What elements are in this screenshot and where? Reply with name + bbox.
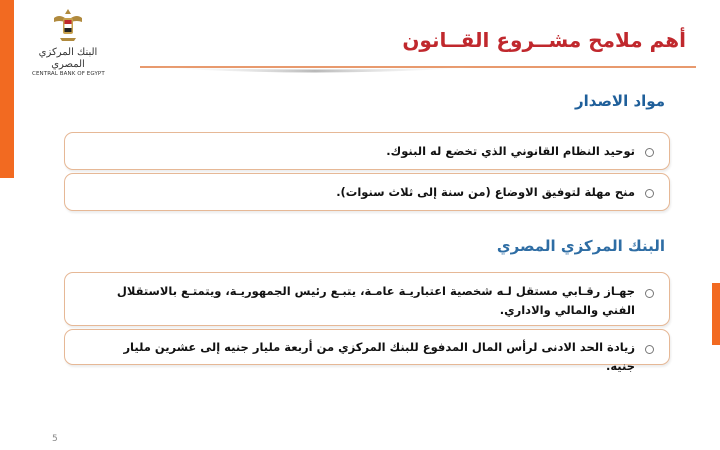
list-item: [64, 272, 670, 326]
bullet-icon: [645, 148, 654, 157]
left-accent-bar: [0, 0, 14, 178]
page-number: 5: [52, 434, 58, 444]
list-item: [64, 173, 670, 211]
central-bank-logo: [32, 6, 104, 82]
title-swoosh-decoration: [150, 62, 480, 76]
bullet-icon: [645, 345, 654, 354]
list-item-text: زيادة الحد الادنى لرأس المال المدفوع للبنك المركزي من أربعة مليار جنيه إلى عشرين مليار جنيه.: [123, 340, 635, 373]
list-item-text: جهـاز رقـابي مستقل لـه شخصية اعتباريـة عامـة، يتبـع رئيس الجمهوريـة، ويتمتـع بالاستقلال الفني والمالي والاداري.: [116, 284, 635, 317]
right-accent-tab: [712, 283, 720, 345]
section-heading-central-bank: البنك المركزي المصري: [496, 237, 665, 255]
list-item-text: توحيد النظام القانوني الذي تخضع له البنوك.: [386, 144, 635, 158]
list-item-text: منح مهلة لتوفيق الاوضاع (من سنة إلى ثلاث سنوات).: [336, 185, 635, 199]
list-item: [64, 329, 670, 373]
bullet-icon: [645, 189, 654, 198]
bullet-icon: [645, 289, 654, 298]
logo-arabic-name: البنك المركزي المصري: [38, 47, 98, 70]
section-heading-issuance: مواد الاصدار: [575, 92, 665, 110]
eagle-emblem-icon: [51, 6, 85, 46]
list-item: [64, 132, 670, 170]
logo-english-name: CENTRAL BANK OF EGYPT: [32, 71, 105, 77]
page-title: أهم ملامح مشــروع القــانون: [402, 28, 686, 52]
